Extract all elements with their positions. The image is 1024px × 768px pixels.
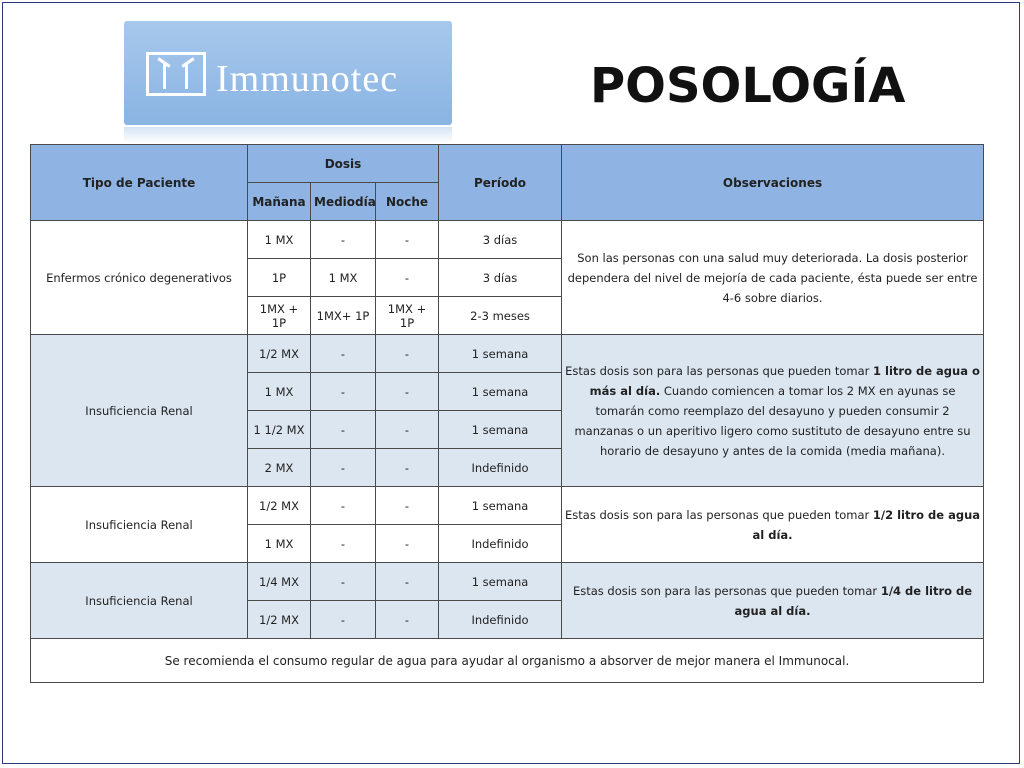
dose-manana: 1 MX <box>248 221 311 259</box>
dose-mediodia: - <box>311 335 376 373</box>
dose-noche: - <box>376 411 439 449</box>
header-mediodia: Mediodía <box>311 183 376 221</box>
dose-mediodia: 1 MX <box>311 259 376 297</box>
dose-noche: - <box>376 525 439 563</box>
observation <box>562 487 984 563</box>
footer-note: Se recomienda el consumo regular de agua para ayudar al organismo a absorver de mejor manera el Immunocal. <box>31 639 984 683</box>
logo-text: Immunotec <box>216 58 399 100</box>
patient-type: Insuficiencia Renal <box>31 487 248 563</box>
period: 3 días <box>439 221 562 259</box>
immunotec-logo <box>124 21 452 125</box>
observation: Son las personas con una salud muy deteriorada. La dosis posterior dependera del nivel de mejoría de cada paciente, ésta puede ser entre 4-6 sobre diarios. <box>562 221 984 335</box>
posologia-table <box>30 144 984 683</box>
observation-text: Estas dosis son para las personas que pueden tomar <box>565 507 873 522</box>
observation-text: Estas dosis son para las personas que pueden tomar <box>572 583 881 598</box>
period: 1 semana <box>439 411 562 449</box>
dose-manana: 1P <box>248 259 311 297</box>
dose-mediodia: - <box>311 487 376 525</box>
observation <box>562 335 984 487</box>
dose-manana: 1 MX <box>248 525 311 563</box>
observation-highlight: 1/4 de litro de agua al día. <box>734 583 973 618</box>
dose-noche: - <box>376 449 439 487</box>
dose-mediodia: - <box>311 563 376 601</box>
dose-mediodia: - <box>311 373 376 411</box>
header-dosis: Dosis <box>248 145 439 183</box>
dose-mediodia: - <box>311 221 376 259</box>
period: 1 semana <box>439 335 562 373</box>
dose-manana: 1 1/2 MX <box>248 411 311 449</box>
dose-noche: - <box>376 373 439 411</box>
patient-type: Insuficiencia Renal <box>31 335 248 487</box>
dose-noche: - <box>376 335 439 373</box>
patient-type: Enfermos crónico degenerativos <box>31 221 248 335</box>
table-row <box>31 563 984 601</box>
dose-noche: - <box>376 259 439 297</box>
dose-mediodia: - <box>311 525 376 563</box>
dose-manana: 1MX + 1P <box>248 297 311 335</box>
table-row <box>31 487 984 525</box>
dose-manana: 1/2 MX <box>248 487 311 525</box>
observation <box>562 563 984 639</box>
observation-highlight: 1 litro de agua o más al día. <box>589 363 980 398</box>
period: Indefinido <box>439 525 562 563</box>
dose-manana: 1 MX <box>248 373 311 411</box>
header-noche: Noche <box>376 183 439 221</box>
dose-manana: 1/2 MX <box>248 601 311 639</box>
header-periodo: Período <box>439 145 562 221</box>
dose-mediodia: - <box>311 449 376 487</box>
period: 1 semana <box>439 563 562 601</box>
dose-manana: 1/4 MX <box>248 563 311 601</box>
period: 1 semana <box>439 487 562 525</box>
dose-noche: - <box>376 563 439 601</box>
dose-mediodia: 1MX+ 1P <box>311 297 376 335</box>
footer-row <box>31 639 984 683</box>
observation-text: Cuando comiencen a tomar los 2 MX en ayunas se tomarán como reemplazo del desayuno y pueden consumir 2 manzanas o un aperitivo ligero como sustituto de desayuno entre su horario de desayuno y antes de la comida (media mañana). <box>574 383 971 458</box>
header-tipo: Tipo de Paciente <box>31 145 248 221</box>
header-manana: Mañana <box>248 183 311 221</box>
logo-mark-icon <box>146 52 206 96</box>
observation-highlight: 1/2 litro de agua al día. <box>752 507 981 542</box>
patient-type: Insuficiencia Renal <box>31 563 248 639</box>
dose-mediodia: - <box>311 601 376 639</box>
dose-noche: 1MX + 1P <box>376 297 439 335</box>
period: Indefinido <box>439 601 562 639</box>
dose-mediodia: - <box>311 411 376 449</box>
period: Indefinido <box>439 449 562 487</box>
dose-manana: 1/2 MX <box>248 335 311 373</box>
dose-manana: 2 MX <box>248 449 311 487</box>
dose-noche: - <box>376 601 439 639</box>
header-observaciones: Observaciones <box>562 145 984 221</box>
observation-text: Estas dosis son para las personas que pueden tomar <box>565 363 874 378</box>
table-row <box>31 335 984 373</box>
period: 1 semana <box>439 373 562 411</box>
period: 2-3 meses <box>439 297 562 335</box>
logo-reflection <box>124 127 452 143</box>
dose-noche: - <box>376 487 439 525</box>
page-title: POSOLOGÍA <box>590 58 906 114</box>
dose-noche: - <box>376 221 439 259</box>
table-row <box>31 221 984 259</box>
period: 3 días <box>439 259 562 297</box>
